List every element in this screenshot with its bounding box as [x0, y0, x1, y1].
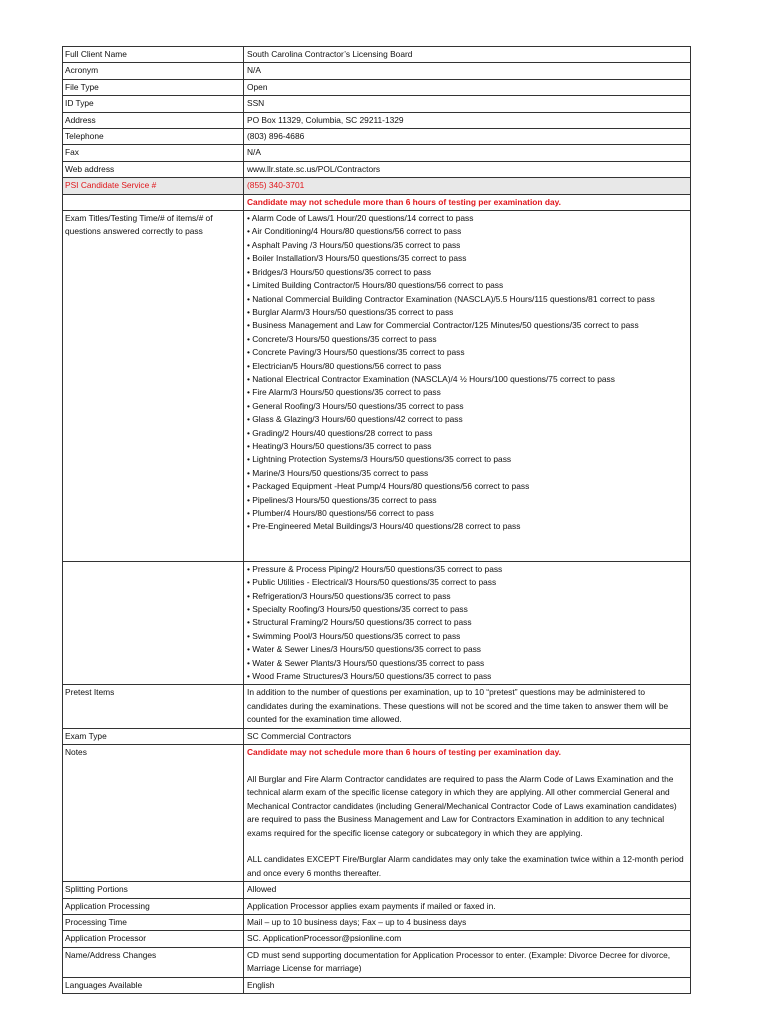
exam-list-part2	[244, 562, 690, 685]
notes-content	[244, 745, 690, 881]
row-file-type	[63, 80, 690, 96]
value-splitting-portions: Allowed	[247, 884, 277, 895]
exam-item: • Heating/3 Hours/50 questions/35 correct to pass	[247, 440, 432, 451]
row-exam-titles-part2	[63, 562, 690, 686]
exam-item: • Burglar Alarm/3 Hours/50 questions/35 correct to pass	[247, 306, 454, 317]
row-fax	[63, 145, 690, 161]
label-psi-candidate-service: PSI Candidate Service #	[63, 178, 244, 193]
label-fax: Fax	[63, 145, 244, 160]
exam-item: • Pre-Engineered Metal Buildings/3 Hours/40 questions/28 correct to pass	[247, 521, 521, 532]
row-languages-available	[63, 978, 690, 994]
label-address: Address	[63, 113, 244, 128]
exam-item: • Electrician/5 Hours/80 questions/56 correct to pass	[247, 360, 442, 371]
exam-item: • Concrete/3 Hours/50 questions/35 correct to pass	[247, 333, 437, 344]
label-empty	[63, 195, 244, 210]
exam-item: • Packaged Equipment -Heat Pump/4 Hours/80 questions/56 correct to pass	[247, 481, 530, 492]
row-id-type	[63, 96, 690, 112]
label-name-address-changes: Name/Address Changes	[63, 948, 244, 977]
row-web-address	[63, 162, 690, 178]
exam-item: • Pressure & Process Piping/2 Hours/50 questions/35 correct to pass	[247, 563, 503, 574]
value-address: PO Box 11329, Columbia, SC 29211-1329	[247, 114, 404, 125]
exam-item: • Fire Alarm/3 Hours/50 questions/35 correct to pass	[247, 387, 441, 398]
value-full-client-name: South Carolina Contractor’s Licensing Board	[247, 49, 413, 59]
exam-item: • Bridges/3 Hours/50 questions/35 correct to pass	[247, 266, 432, 277]
row-address	[63, 113, 690, 129]
exam-item: • Marine/3 Hours/50 questions/35 correct to pass	[247, 467, 429, 478]
label-id-type: ID Type	[63, 96, 244, 111]
value-application-processing: Application Processor applies exam payments if mailed or faxed in.	[247, 900, 496, 911]
row-psi-candidate-service	[63, 178, 690, 194]
label-pretest-items: Pretest Items	[63, 685, 244, 727]
row-telephone	[63, 129, 690, 145]
exam-item: • Business Management and Law for Commercial Contractor/125 Minutes/50 questions/35 correct to pass	[247, 320, 639, 331]
value-pretest-items: In addition to the number of questions per examination, up to 10 “pretest” questions may be administered to candidates during the examinations. These questions will not be scored and the time taken to answer them will be counted for the examination time allowed.	[247, 687, 669, 725]
value-id-type: SSN	[247, 98, 265, 109]
exam-item: • Refrigeration/3 Hours/50 questions/35 correct to pass	[247, 590, 451, 601]
exam-item: • Water & Sewer Plants/3 Hours/50 questions/35 correct to pass	[247, 657, 485, 668]
warning-text: Candidate may not schedule more than 6 hours of testing per examination day.	[247, 196, 561, 207]
label-processing-time: Processing Time	[63, 915, 244, 930]
notes-paragraph-1: All Burglar and Fire Alarm Contractor candidates are required to pass the Alarm Code of Laws Examination and the technical alarm exam of the specific license category in which they are applying. All other commercial General and Mechanical Contractor candidates (including General/Mechanical Contractor Code of Laws examination candidates) are required to pass the Business Management and Law for Contractors Examination in addition to any technical exams required for the specific license category or subcategory in which they are applying.	[247, 773, 677, 838]
exam-item: • Limited Building Contractor/5 Hours/80 questions/56 correct to pass	[247, 280, 504, 291]
exam-item: • Glass & Glazing/3 Hours/60 questions/42 correct to pass	[247, 414, 463, 425]
label-telephone: Telephone	[63, 129, 244, 144]
notes-warning: Candidate may not schedule more than 6 hours of testing per examination day.	[247, 747, 561, 758]
exam-item: • Specialty Roofing/3 Hours/50 questions/35 correct to pass	[247, 604, 468, 615]
exam-item: • Asphalt Paving /3 Hours/50 questions/35 correct to pass	[247, 239, 461, 250]
row-application-processor	[63, 931, 690, 947]
exam-item: • Concrete Paving/3 Hours/50 questions/35 correct to pass	[247, 347, 465, 358]
exam-item: • Public Utilities - Electrical/3 Hours/50 questions/35 correct to pass	[247, 577, 497, 588]
value-psi-candidate-service: (855) 340-3701	[247, 180, 305, 191]
row-splitting-portions	[63, 882, 690, 898]
row-name-address-changes	[63, 948, 690, 978]
label-languages-available: Languages Available	[63, 978, 244, 993]
exam-item: • Water & Sewer Lines/3 Hours/50 questions/35 correct to pass	[247, 644, 481, 655]
exam-item: • Plumber/4 Hours/80 questions/56 correct to pass	[247, 508, 434, 518]
value-telephone: (803) 896-4686	[247, 131, 305, 142]
exam-item: • Wood Frame Structures/3 Hours/50 questions/35 correct to pass	[247, 671, 492, 682]
label-file-type: File Type	[63, 80, 244, 95]
exam-item: • General Roofing/3 Hours/50 questions/35 correct to pass	[247, 400, 464, 411]
label-application-processing: Application Processing	[63, 899, 244, 914]
value-file-type: Open	[247, 81, 268, 92]
row-warning	[63, 195, 690, 211]
exam-item: • Alarm Code of Laws/1 Hour/20 questions/14 correct to pass	[247, 213, 474, 224]
label-notes: Notes	[63, 745, 244, 881]
exam-item: • National Electrical Contractor Examination (NASCLA)/4 ½ Hours/100 questions/75 correct to pass	[247, 373, 615, 384]
value-name-address-changes: CD must send supporting documentation for Application Processor to enter. (Example: Divorce Decree for divorce, Marriage License for marriage)	[247, 949, 671, 974]
row-exam-type	[63, 729, 690, 745]
label-acronym: Acronym	[63, 63, 244, 78]
exam-list-part1	[244, 211, 690, 561]
row-processing-time	[63, 915, 690, 931]
exam-item: • Air Conditioning/4 Hours/80 questions/56 correct to pass	[247, 226, 462, 237]
value-fax: N/A	[247, 147, 261, 158]
row-exam-titles-part1	[63, 211, 690, 562]
value-languages-available: English	[247, 979, 275, 990]
row-acronym	[63, 63, 690, 79]
row-application-processing	[63, 899, 690, 915]
label-exam-titles: Exam Titles/Testing Time/# of items/# of questions answered correctly to pass	[63, 211, 244, 561]
label-exam-type: Exam Type	[63, 729, 244, 744]
row-pretest-items	[63, 685, 690, 728]
label-application-processor: Application Processor	[63, 931, 244, 946]
row-full-client-name	[63, 47, 690, 63]
row-notes	[63, 745, 690, 882]
value-web-address[interactable]: www.llr.state.sc.us/POL/Contractors	[247, 163, 381, 174]
value-application-processor[interactable]: SC. ApplicationProcessor@psionline.com	[247, 933, 402, 944]
exam-item: • Boiler Installation/3 Hours/50 questions/35 correct to pass	[247, 253, 467, 264]
exam-item: • Swimming Pool/3 Hours/50 questions/35 correct to pass	[247, 630, 461, 641]
value-acronym: N/A	[247, 65, 261, 76]
exam-item: • Lightning Protection Systems/3 Hours/50 questions/35 correct to pass	[247, 454, 512, 465]
exam-item: • National Commercial Building Contractor Examination (NASCLA)/5.5 Hours/115 questions/81 correct to pass	[247, 293, 655, 304]
exam-item: • Structural Framing/2 Hours/50 questions/35 correct to pass	[247, 617, 472, 628]
exam-item: • Pipelines/3 Hours/50 questions/35 correct to pass	[247, 494, 437, 505]
label-full-client-name: Full Client Name	[63, 47, 244, 62]
exam-item: • Grading/2 Hours/40 questions/28 correct to pass	[247, 427, 433, 438]
value-exam-type: SC Commercial Contractors	[247, 730, 352, 741]
client-info-table	[62, 46, 691, 994]
value-processing-time: Mail – up to 10 business days; Fax – up to 4 business days	[247, 916, 467, 927]
label-web-address: Web address	[63, 162, 244, 177]
notes-paragraph-2: ALL candidates EXCEPT Fire/Burglar Alarm candidates may only take the examination twice within a 12-month period and once every 6 months thereafter.	[247, 854, 684, 878]
label-empty	[63, 562, 244, 685]
label-splitting-portions: Splitting Portions	[63, 882, 244, 897]
